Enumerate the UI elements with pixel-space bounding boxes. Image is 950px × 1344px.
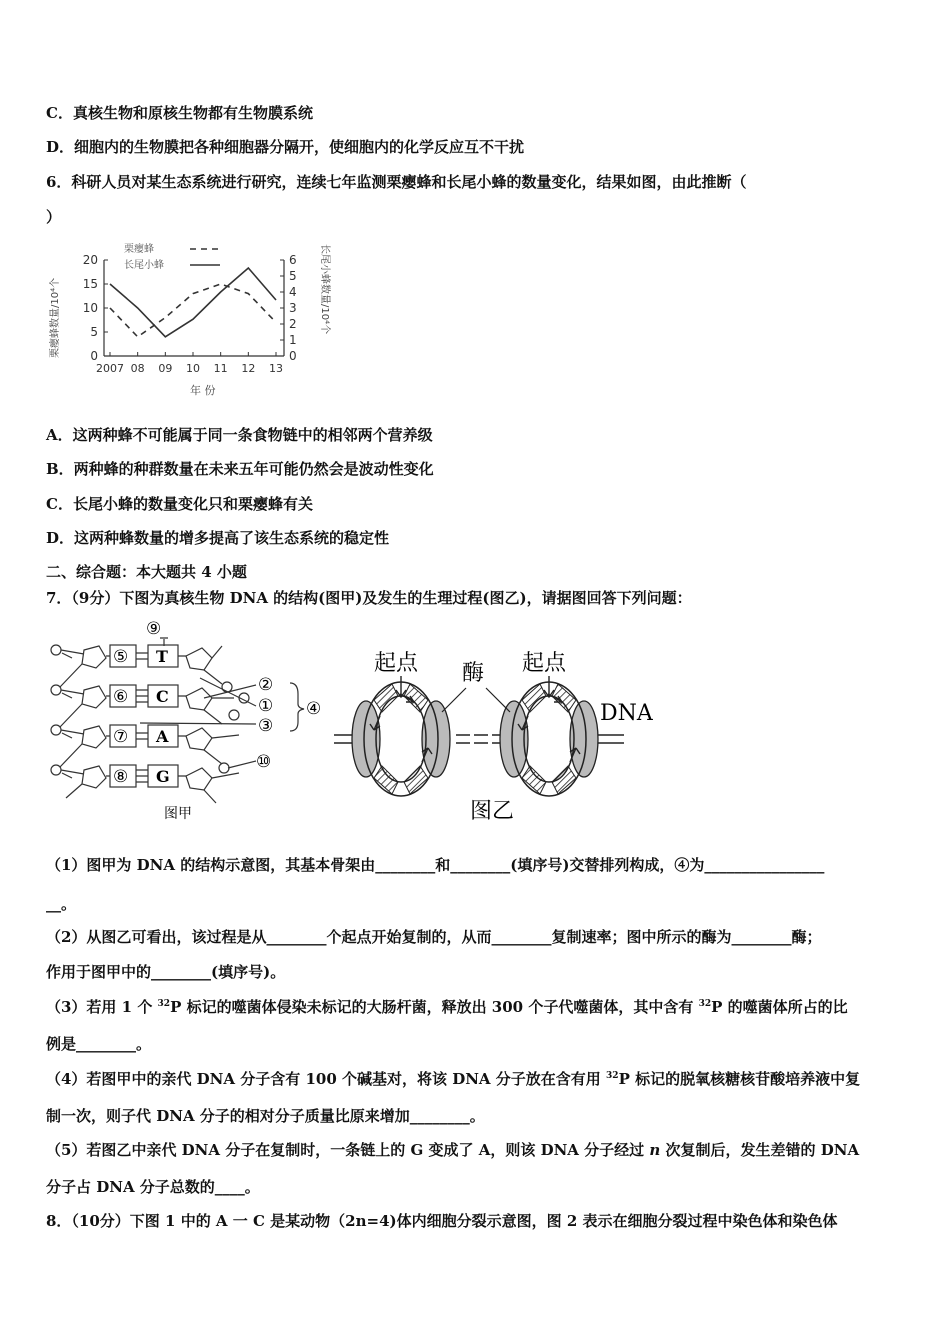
left-axis-label: 栗瘿蜂数量/10⁴个 xyxy=(50,277,61,358)
q7-sub3-line2: 例是________。 xyxy=(46,1035,152,1053)
x-tick-label: 09 xyxy=(158,362,173,375)
right-axis-label: 长尾小蜂数量/10⁴个 xyxy=(319,244,330,335)
right-tick-label: 2 xyxy=(289,317,297,331)
q7-sub5-line1: （5）若图乙中亲代 DNA 分子在复制时，一条链上的 G 变成了 A，则该 DNA 分子经过 n 次复制后，发生差错的 DNA xyxy=(46,1141,860,1159)
left-tick-label: 10 xyxy=(82,301,98,315)
left-tick-label: 20 xyxy=(82,253,98,267)
origin-arrow-2 xyxy=(544,676,554,697)
label-7: ⑦ xyxy=(113,727,129,747)
replication-bubble-1 xyxy=(352,682,450,796)
x-tick-label: 2007 xyxy=(96,362,124,375)
q6-option-c: C．长尾小蜂的数量变化只和栗瘿蜂有关 xyxy=(46,495,313,513)
x-tick-label: 13 xyxy=(269,362,283,375)
label-3: ③ xyxy=(258,716,274,736)
legend-label-series-2: 长尾小蜂 xyxy=(124,260,164,271)
label-5: ⑤ xyxy=(113,647,129,667)
base-a: A xyxy=(156,727,169,746)
enzyme-pointer-lines xyxy=(442,688,510,712)
q6-option-d: D．这两种蜂数量的增多提高了该生态系统的稳定性 xyxy=(46,529,390,547)
figure-a-caption: 图甲 xyxy=(164,806,192,822)
label-8: ⑧ xyxy=(113,767,129,787)
label-6: ⑥ xyxy=(113,687,129,707)
label-1: ① xyxy=(258,696,274,716)
label-9: ⑨ xyxy=(146,619,162,639)
q6-option-b: B．两种蜂的种群数量在未来五年可能仍然会是波动性变化 xyxy=(46,460,434,478)
q7-sub3-line1: （3）若用 1 个 $^{32}$P 标记的噬菌体侵染未标记的大肠杆菌，释放出 300 个子代噬菌体，其中含有 $^{32}$P 的噬菌体所占的比 xyxy=(46,998,848,1016)
label-4: ④ xyxy=(306,699,322,719)
x-tick-label: 10 xyxy=(186,362,200,375)
population-chart xyxy=(44,232,344,404)
origin-label-1: 起点 xyxy=(374,651,419,676)
label-2: ② xyxy=(258,675,274,695)
left-tick-label: 5 xyxy=(90,325,98,339)
q5-option-d: D．细胞内的生物膜把各种细胞器分隔开，使细胞内的化学反应互不干扰 xyxy=(46,138,525,156)
base-c: C xyxy=(156,687,169,706)
label-10: ⑩ xyxy=(256,752,272,772)
q7-sub1-line1: （1）图甲为 DNA 的结构示意图，其基本骨架由________和________(填序号)交替排列构成，④为________________ xyxy=(46,856,825,874)
q7-stem: 7．（9分）下图为真核生物 DNA 的结构(图甲)及发生的生理过程(图乙)，请据图回答下列问题： xyxy=(46,589,692,607)
q7-sub4-line1: （4）若图甲中的亲代 DNA 分子含有 100 个碱基对，将该 DNA 分子放在含有用 $^{32}$P 标记的脱氧核糖核苷酸培养液中复 xyxy=(46,1070,861,1088)
q6-stem: 6．科研人员对某生态系统进行研究，连续七年监测栗瘿蜂和长尾小蜂的数量变化，结果如图，由此推断（ xyxy=(46,173,747,191)
x-tick-label: 11 xyxy=(213,362,228,375)
enzyme-label: 酶 xyxy=(462,661,485,686)
series-line-2 xyxy=(110,268,276,337)
right-tick-label: 4 xyxy=(289,285,297,299)
dna-replication-figure xyxy=(334,640,664,830)
figure-b-caption: 图乙 xyxy=(470,799,515,824)
q6-option-a: A．这两种蜂不可能属于同一条食物链中的相邻两个营养级 xyxy=(46,426,433,444)
origin-label-2: 起点 xyxy=(522,651,567,676)
right-tick-label: 5 xyxy=(289,269,297,283)
q8-stem: 8．（10分）下图 1 中的 A 一 C 是某动物（2n=4)体内细胞分裂示意图，图 2 表示在细胞分裂过程中染色体和染色体 xyxy=(46,1212,838,1230)
q6-stem-end: ） xyxy=(46,208,62,226)
base-g: G xyxy=(156,767,170,786)
q7-sub5-line2: 分子占 DNA 分子总数的____。 xyxy=(46,1178,260,1196)
right-tick-label: 6 xyxy=(289,253,297,267)
origin-arrow-1 xyxy=(396,676,406,697)
q7-sub2-line2: 作用于图甲中的________(填序号)。 xyxy=(46,963,286,981)
q5-option-c: C．真核生物和原核生物都有生物膜系统 xyxy=(46,104,313,122)
q7-sub1-line2: __。 xyxy=(46,895,77,913)
q7-sub2-line1: （2）从图乙可看出，该过程是从________个起点开始复制的，从而________复制速率；图中所示的酶为________酶； xyxy=(46,928,822,946)
left-tick-label: 0 xyxy=(90,349,98,363)
right-tick-label: 3 xyxy=(289,301,297,315)
series-line-1 xyxy=(110,284,276,337)
x-tick-label: 08 xyxy=(130,362,145,375)
x-tick-label: 12 xyxy=(241,362,256,375)
replication-bubble-2 xyxy=(500,682,598,796)
section-heading: 二、综合题：本大题共 4 小题 xyxy=(46,563,247,581)
right-tick-label: 1 xyxy=(289,333,297,347)
x-axis-label: 年 份 xyxy=(190,384,216,397)
right-tick-label: 0 xyxy=(289,349,297,363)
left-tick-label: 15 xyxy=(82,277,98,291)
legend-label-series-1: 栗瘿蜂 xyxy=(124,244,154,255)
dna-label: DNA xyxy=(600,701,653,726)
base-t: T xyxy=(156,647,168,666)
dna-structure-figure xyxy=(44,618,334,828)
q7-sub4-line2: 制一次，则子代 DNA 分子的相对分子质量比原来增加________。 xyxy=(46,1107,485,1125)
